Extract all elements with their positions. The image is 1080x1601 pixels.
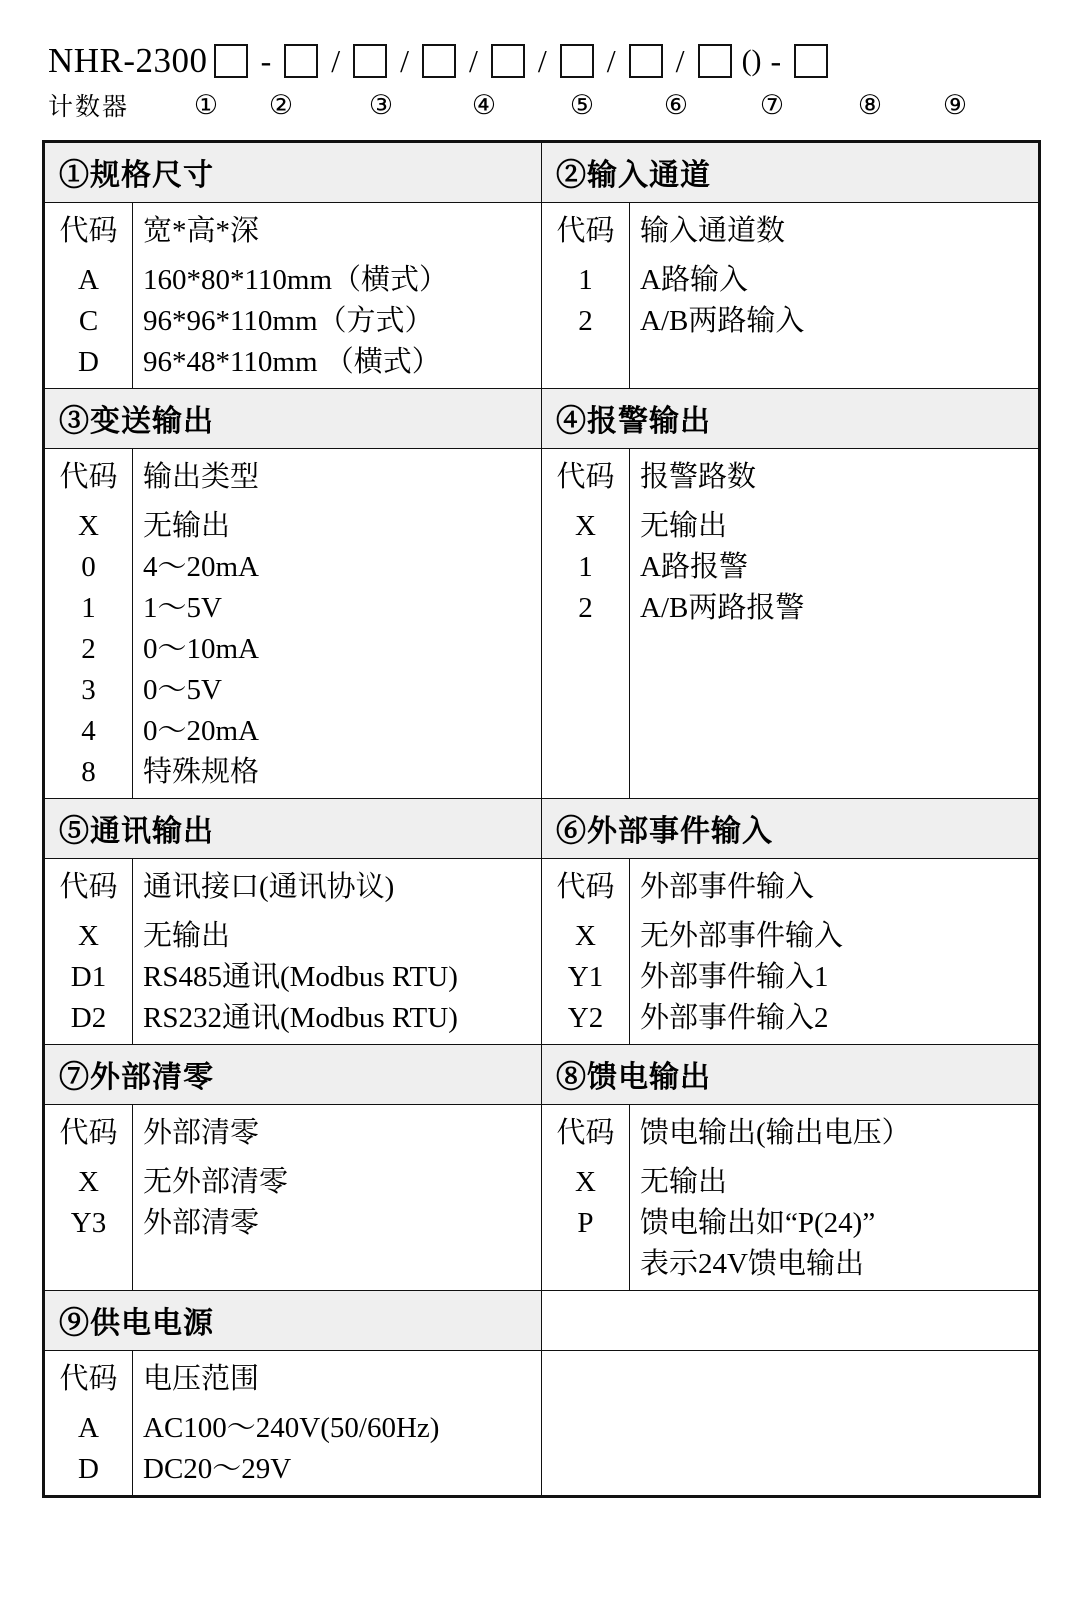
model-number: NHR-2300 [48, 41, 208, 80]
option-code: X [78, 1166, 99, 1198]
section-title-2: ②输入通道 [542, 142, 1040, 203]
option-code-spacer [542, 628, 629, 669]
table-row [44, 389, 1040, 449]
section-body-7 [44, 1105, 542, 1291]
option-desc: 0～10mA [143, 633, 260, 665]
section-body-3 [44, 449, 542, 799]
col-head-code-5: 代码 [45, 859, 133, 911]
option-descs-3 [133, 501, 541, 798]
option-codes-6 [542, 911, 630, 1044]
option-code: 2 [578, 592, 593, 624]
col-head-desc-5: 通讯接口(通讯协议) [143, 871, 395, 903]
code-box-3 [353, 44, 387, 78]
section-body-8 [542, 1105, 1040, 1291]
column-headers-1 [45, 203, 541, 255]
section-title-1: ①规格尺寸 [44, 142, 542, 203]
col-head-code-9: 代码 [45, 1351, 133, 1403]
table-row [44, 1351, 1040, 1497]
col-head-desc-4: 报警路数 [640, 461, 757, 493]
option-code: X [575, 1166, 596, 1198]
section-body-2 [542, 203, 1040, 389]
column-headers-9 [45, 1351, 541, 1403]
option-desc: 96*96*110mm（方式） [143, 305, 434, 337]
product-name: 计数器 [48, 94, 130, 121]
separator-7: / [675, 42, 685, 79]
option-code: D [78, 1453, 99, 1485]
option-code: 2 [578, 305, 593, 337]
index-label-2: ② [268, 89, 294, 120]
column-headers-6 [542, 859, 1038, 911]
option-code: C [78, 305, 99, 337]
model-code-header [0, 0, 1080, 124]
col-head-code-7: 代码 [45, 1105, 133, 1157]
option-desc: 0～20mA [143, 715, 260, 747]
code-box-5 [491, 44, 525, 78]
code-box-6 [560, 44, 594, 78]
table-row [44, 142, 1040, 203]
col-head-code-3: 代码 [45, 449, 133, 501]
option-code: D [78, 346, 99, 378]
option-desc: 馈电输出如“P(24)” [640, 1207, 876, 1239]
index-label-7: ⑦ [759, 89, 785, 120]
option-desc: 无外部清零 [143, 1166, 289, 1198]
table-row [44, 859, 1040, 1045]
option-codes-1 [45, 255, 133, 388]
option-desc: 外部事件输入1 [640, 961, 829, 993]
col-head-desc-3: 输出类型 [143, 461, 260, 493]
code-box-4 [422, 44, 456, 78]
section-title-4: ④报警输出 [542, 389, 1040, 449]
option-code-spacer [542, 1243, 629, 1284]
table-row [44, 799, 1040, 859]
section-title-3: ③变送输出 [44, 389, 542, 449]
empty-cell-top [542, 1291, 1040, 1351]
col-head-code-8: 代码 [542, 1105, 630, 1157]
code-box-2 [284, 44, 318, 78]
option-code: Y3 [70, 1207, 107, 1239]
section-body-5 [44, 859, 542, 1045]
option-code-spacer [542, 341, 629, 382]
option-desc: RS232通讯(Modbus RTU) [143, 1002, 458, 1034]
table-row [44, 449, 1040, 799]
option-desc: A路报警 [640, 551, 748, 583]
option-rows-4 [542, 501, 1038, 798]
option-code: D2 [70, 1002, 107, 1034]
option-code: D1 [70, 961, 107, 993]
option-rows-8 [542, 1157, 1038, 1290]
col-head-code-4: 代码 [542, 449, 630, 501]
option-rows-1 [45, 255, 541, 388]
option-rows-6 [542, 911, 1038, 1044]
section-body-4 [542, 449, 1040, 799]
section-title-5: ⑤通讯输出 [44, 799, 542, 859]
option-desc-spacer [640, 710, 1038, 751]
option-desc: 无输出 [640, 1166, 728, 1198]
separator-6: / [606, 42, 616, 79]
index-label-8: ⑧ [857, 89, 883, 120]
column-headers-2 [542, 203, 1038, 255]
table-row [44, 203, 1040, 389]
separator-3: / [400, 42, 409, 79]
column-headers-7 [45, 1105, 541, 1157]
model-code-line [48, 38, 1080, 84]
option-desc: AC100～240V(50/60Hz) [143, 1412, 440, 1444]
option-desc-spacer [640, 341, 1038, 382]
index-label-3: ③ [368, 89, 394, 120]
col-head-code-1: 代码 [45, 203, 133, 255]
option-desc: 无输出 [143, 920, 231, 952]
option-code: X [78, 510, 99, 542]
col-head-desc-8: 馈电输出(输出电压） [640, 1117, 911, 1149]
option-code: 3 [81, 674, 96, 706]
option-desc-spacer [640, 628, 1038, 669]
table-row [44, 1045, 1040, 1105]
option-code: 2 [81, 633, 96, 665]
section-body-6 [542, 859, 1040, 1045]
option-rows-2 [542, 255, 1038, 388]
separator-8: - [770, 42, 782, 79]
option-desc: A/B两路输入 [640, 305, 805, 337]
specification-table [42, 140, 1041, 1498]
option-desc: 96*48*110mm （横式） [143, 346, 441, 378]
option-rows-9 [45, 1403, 541, 1495]
section-title-9: ⑨供电电源 [44, 1291, 542, 1351]
option-desc: DC20～29V [143, 1453, 292, 1485]
option-codes-9 [45, 1403, 133, 1495]
option-desc: 4～20mA [143, 551, 260, 583]
index-label-9: ⑨ [942, 89, 968, 120]
option-desc: 表示24V馈电输出 [640, 1248, 864, 1280]
option-code: X [575, 920, 596, 952]
index-label-1: ① [193, 89, 219, 120]
code-box-1 [214, 44, 248, 78]
option-desc: 无输出 [143, 510, 231, 542]
option-desc: 1～5V [143, 592, 222, 624]
option-codes-7 [45, 1157, 133, 1290]
option-descs-9 [133, 1403, 541, 1495]
option-descs-5 [133, 911, 541, 1044]
option-code: 4 [81, 715, 96, 747]
option-descs-1 [133, 255, 541, 388]
option-desc: A路输入 [640, 264, 748, 296]
option-code-spacer [542, 710, 629, 751]
option-code-spacer [45, 1243, 132, 1284]
option-code: A [78, 1412, 99, 1444]
column-headers-4 [542, 449, 1038, 501]
option-code: X [575, 510, 596, 542]
option-descs-7 [133, 1157, 541, 1290]
option-code: X [78, 920, 99, 952]
option-descs-6 [630, 911, 1038, 1044]
empty-cell-bottom [542, 1351, 1040, 1497]
option-code: 1 [81, 592, 96, 624]
option-rows-3 [45, 501, 541, 798]
option-descs-4 [630, 501, 1038, 798]
col-head-desc-7: 外部清零 [143, 1117, 260, 1149]
section-body-9 [44, 1351, 542, 1497]
section-body-1 [44, 203, 542, 389]
option-code: 0 [81, 551, 96, 583]
option-desc-spacer [143, 1243, 541, 1284]
model-code-index-row [48, 86, 1080, 124]
option-rows-5 [45, 911, 541, 1044]
column-headers-8 [542, 1105, 1038, 1157]
code-box-8 [698, 44, 732, 78]
code-box-7 [629, 44, 663, 78]
table-row [44, 1291, 1040, 1351]
option-rows-7 [45, 1157, 541, 1290]
option-desc: 外部事件输入2 [640, 1002, 829, 1034]
col-head-desc-2: 输入通道数 [640, 215, 786, 247]
option-code: A [78, 264, 99, 296]
col-head-code-2: 代码 [542, 203, 630, 255]
option-codes-4 [542, 501, 630, 798]
option-code-spacer [542, 751, 629, 792]
section-title-8: ⑧馈电输出 [542, 1045, 1040, 1105]
col-head-desc-1: 宽*高*深 [143, 215, 260, 247]
column-headers-3 [45, 449, 541, 501]
index-label-5: ⑤ [569, 89, 595, 120]
section-title-7: ⑦外部清零 [44, 1045, 542, 1105]
separator-1: - [260, 42, 272, 79]
separator-2: / [331, 42, 341, 79]
col-head-code-6: 代码 [542, 859, 630, 911]
option-code-spacer [542, 669, 629, 710]
option-desc: 无外部事件输入 [640, 920, 844, 952]
section-title-6: ⑥外部事件输入 [542, 799, 1040, 859]
option-code: Y1 [567, 961, 604, 993]
code-box-9 [794, 44, 828, 78]
col-head-desc-9: 电压范围 [143, 1363, 260, 1395]
option-desc: 外部清零 [143, 1207, 260, 1239]
table-row [44, 1105, 1040, 1291]
option-desc: 无输出 [640, 510, 728, 542]
option-code: Y2 [567, 1002, 604, 1034]
option-codes-5 [45, 911, 133, 1044]
option-desc: 160*80*110mm（横式） [143, 264, 449, 296]
separator-5: / [537, 42, 547, 79]
option-desc: 0～5V [143, 674, 222, 706]
option-code: 1 [578, 264, 593, 296]
column-headers-5 [45, 859, 541, 911]
index-label-6: ⑥ [663, 89, 689, 120]
option-code: P [577, 1207, 594, 1239]
option-descs-8 [630, 1157, 1038, 1290]
option-desc: A/B两路报警 [640, 592, 805, 624]
index-label-4: ④ [471, 89, 497, 120]
option-codes-2 [542, 255, 630, 388]
option-desc: 特殊规格 [143, 756, 260, 788]
option-desc-spacer [640, 751, 1038, 792]
paren-group: () [741, 44, 762, 77]
option-codes-8 [542, 1157, 630, 1290]
separator-4: / [469, 42, 478, 79]
col-head-desc-6: 外部事件输入 [640, 871, 815, 903]
option-codes-3 [45, 501, 133, 798]
option-desc: RS485通讯(Modbus RTU) [143, 961, 458, 993]
option-desc-spacer [640, 669, 1038, 710]
option-code: 1 [578, 551, 593, 583]
option-code: 8 [81, 756, 96, 788]
option-descs-2 [630, 255, 1038, 388]
